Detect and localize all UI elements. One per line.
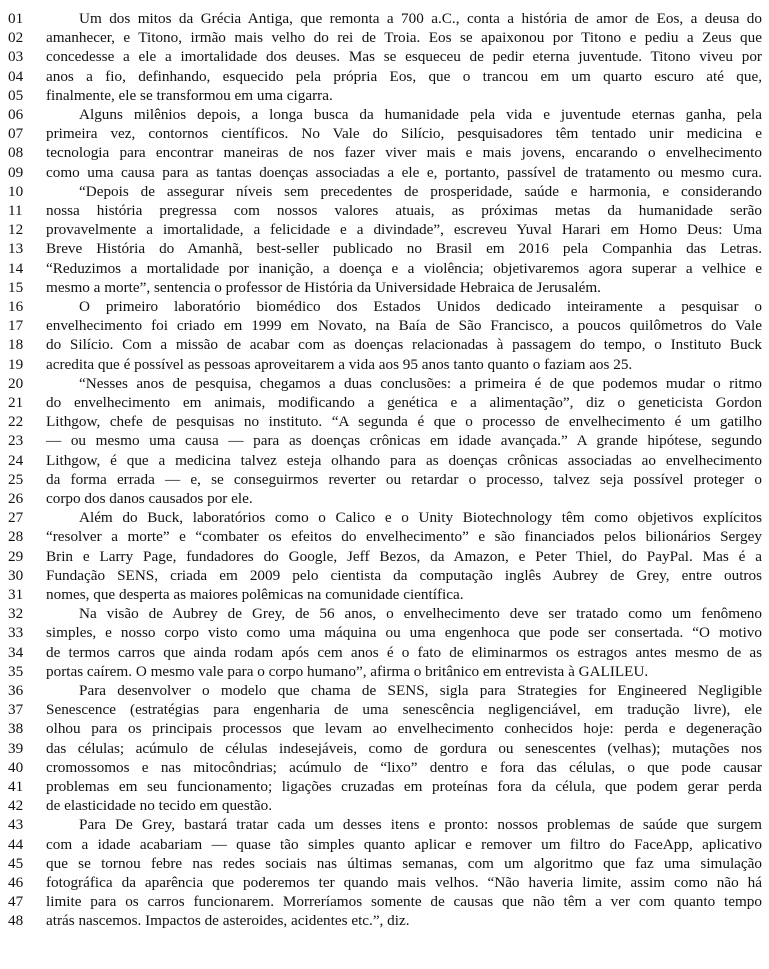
text-line <box>0 278 769 297</box>
text-line <box>0 86 769 105</box>
line-text: — ou mesmo uma causa — para as doenças crônicas em idade avançada.” A grande hipótese, segundo <box>46 432 762 450</box>
text-line <box>0 393 769 412</box>
text-line <box>0 67 769 86</box>
line-number: 17 <box>8 317 24 335</box>
text-line <box>0 758 769 777</box>
line-text: das células; acúmulo de células indesejáveis, como de gordura ou senescentes (velhas); mutações nos <box>46 739 762 757</box>
line-number: 14 <box>8 259 24 277</box>
line-text: Lithgow, chefe de pesquisas no instituto. “A segunda é que o processo de envelhecimento é um gatilho <box>46 413 762 431</box>
line-text: Breve História do Amanhã, best-seller publicado no Brasil em 2016 pela Companhia das Letras. <box>46 240 762 258</box>
line-number: 30 <box>8 566 24 584</box>
text-line <box>0 489 769 508</box>
line-text: como uma causa para as tantas doenças associadas a ele e, portanto, passível de tratamento ou mesmo cura. <box>46 163 762 181</box>
line-text: problemas em seu funcionamento; ligações cruzadas em proteínas fora da célula, que podem gerar perda <box>46 778 762 795</box>
line-number: 23 <box>8 432 24 450</box>
text-line <box>0 585 769 604</box>
text-line <box>0 239 769 258</box>
line-text: de elasticidade no tecido em questão. <box>46 797 273 815</box>
line-text: finalmente, ele se transformou em uma cigarra. <box>46 86 333 104</box>
text-line <box>0 662 769 681</box>
text-line <box>0 700 769 719</box>
text-line <box>0 297 769 316</box>
text-line <box>0 796 769 815</box>
line-text: “Nesses anos de pesquisa, chegamos a duas conclusões: a primeira é de que podemos mudar o ritmo <box>79 374 762 392</box>
text-line <box>0 739 769 758</box>
line-text: acredita que é possível as pessoas aproveitarem a vida aos 95 anos tanto quanto o faziam aos 25. <box>46 355 633 373</box>
line-text: O primeiro laboratório biomédico dos Estados Unidos dedicado inteiramente a pesquisar o <box>79 298 762 315</box>
text-line <box>0 623 769 642</box>
line-number: 24 <box>8 451 24 469</box>
line-text: Brin e Larry Page, fundadores do Google, Jeff Bezos, da Amazon, e Peter Thiel, do PayPal. Mas é a <box>46 547 762 565</box>
line-text: Um dos mitos da Grécia Antiga, que remonta a 700 a.C., conta a história de amor de Eos, a deusa do <box>79 10 762 27</box>
line-number: 10 <box>8 182 24 200</box>
text-line <box>0 220 769 239</box>
line-number: 42 <box>8 797 24 815</box>
text-line <box>0 911 769 930</box>
text-line <box>0 163 769 182</box>
text-line <box>0 527 769 546</box>
text-line <box>0 508 769 527</box>
text-line <box>0 355 769 374</box>
line-text: Senescence (estratégias para engenharia de uma senescência negligenciável, em tradução livre), ele <box>46 701 762 719</box>
line-text: do Silício. Com a missão de acabar com as doenças relacionadas à passagem do tempo, o Instituto Buck <box>46 336 762 354</box>
text-line <box>0 835 769 854</box>
line-text: nomes, que desperta as maiores polêmicas na comunidade científica. <box>46 586 464 603</box>
text-line <box>0 28 769 47</box>
line-text: corpo dos danos causados por ele. <box>46 490 253 507</box>
text-line <box>0 681 769 700</box>
text-line <box>0 854 769 873</box>
text-line <box>0 566 769 585</box>
text-line <box>0 124 769 143</box>
line-number: 34 <box>8 643 24 661</box>
line-number: 19 <box>8 355 24 373</box>
line-text: Na visão de Aubrey de Grey, de 56 anos, o envelhecimento deve ser tratado como um fenômeno <box>79 605 762 623</box>
line-number: 25 <box>8 470 24 488</box>
line-number: 47 <box>8 893 24 911</box>
line-number: 36 <box>8 682 24 699</box>
line-text: “Reduzimos a mortalidade por inanição, a doença e a violência; objetivaremos agora superar a velhice e <box>46 259 762 277</box>
line-number: 46 <box>8 874 24 891</box>
line-text: mesmo a morte”, sentencia o professor de História da Universidade Hebraica de Jerusalém. <box>46 278 601 296</box>
text-line <box>0 182 769 201</box>
line-number: 33 <box>8 624 24 642</box>
line-text: olhou para os principais processos que levam ao envelhecimento conhecidos hoje: perda e degeneração <box>46 720 762 738</box>
line-text: amanhecer, e Titono, irmão mais velho do rei de Troia. Eos se apaixonou por Titono e pediu a Zeus que <box>46 29 762 47</box>
line-number: 09 <box>8 163 24 181</box>
text-line <box>0 316 769 335</box>
line-text: portas caírem. O mesmo vale para o corpo humano”, afirma o britânico em entrevista à GALILEU. <box>46 662 649 680</box>
text-line <box>0 451 769 470</box>
text-line <box>0 105 769 124</box>
line-text: primeira vez, contornos científicos. No Vale do Silício, pesquisadores têm tentado unir medicina e <box>46 125 762 143</box>
line-text: envelhecimento foi criado em 1999 em Novato, na Baía de São Francisco, a poucos quilômetros do Vale <box>46 317 762 335</box>
text-line <box>0 815 769 834</box>
line-number: 26 <box>8 490 24 507</box>
line-number: 03 <box>8 48 24 66</box>
text-line <box>0 412 769 431</box>
line-text: Além do Buck, laboratórios como o Calico e o Unity Biotechnology têm como objetivos explícitos <box>79 509 762 527</box>
text-line <box>0 431 769 450</box>
line-text: com a idade acabariam — quase tão simples quanto aplicar e remover um filtro do FaceApp, aplicativo <box>46 835 762 853</box>
line-text: tecnologia para encontrar maneiras de nos fazer viver mais e mais jovens, encarando o envelhecimento <box>46 144 762 162</box>
text-line <box>0 643 769 662</box>
line-number: 12 <box>8 221 24 239</box>
line-text: limite para os carros funcionarem. Morreríamos somente de causas que não têm a ver com quanto tempo <box>46 893 762 911</box>
text-line <box>0 9 769 28</box>
text-line <box>0 335 769 354</box>
line-text: Lithgow, é que a medicina talvez esteja olhando para as doenças crônicas associadas ao envelhecimento <box>46 451 762 469</box>
line-number: 43 <box>8 816 24 834</box>
line-number: 35 <box>8 662 24 680</box>
line-number: 16 <box>8 298 24 315</box>
line-number: 44 <box>8 835 24 853</box>
line-text: “Depois de assegurar níveis sem precedentes de prosperidade, saúde e harmonia, e considerando <box>79 182 762 200</box>
line-text: Alguns milênios depois, a longa busca da humanidade pela vida e juventude eternas ganha, pela <box>79 106 762 123</box>
line-number: 37 <box>8 701 24 719</box>
line-text: cromossomos e nas mitocôndrias; acúmulo de “lixo” dentro e fora das células, o que pode causar <box>46 758 762 776</box>
line-number: 05 <box>8 86 24 104</box>
line-number: 27 <box>8 509 24 527</box>
line-number: 18 <box>8 336 24 354</box>
line-number: 32 <box>8 605 24 623</box>
text-line <box>0 259 769 278</box>
text-line <box>0 547 769 566</box>
line-text: do envelhecimento em animais, modificando a genética e a alimentação”, diz o geneticista Gordon <box>46 394 762 411</box>
line-number: 29 <box>8 547 24 565</box>
text-line <box>0 604 769 623</box>
line-text: provavelmente a imortalidade, a felicidade e a divindade”, escreveu Yuval Harari em Homo Deus: Uma <box>46 221 762 239</box>
line-text: de termos carros que ainda rodam após cem anos é o fato de eliminarmos os estragos antes mesmo de as <box>46 643 762 661</box>
line-number: 20 <box>8 374 24 392</box>
text-line <box>0 143 769 162</box>
line-text: Fundação SENS, criada em 2009 pelo cientista da computação inglês Aubrey de Grey, entre outros <box>46 566 762 584</box>
line-text: atrás nascemos. Impactos de asteroides, acidentes etc.”, diz. <box>46 912 410 930</box>
line-number: 04 <box>8 67 24 85</box>
line-number: 41 <box>8 778 24 795</box>
text-line <box>0 873 769 892</box>
line-text: anos a fio, definhando, esquecido pela própria Eos, que o trancou em um quarto escuro até que, <box>46 67 762 85</box>
line-number: 13 <box>8 240 24 258</box>
text-line <box>0 47 769 66</box>
line-text: Para desenvolver o modelo que chama de SENS, sigla para Strategies for Engineered Negligible <box>79 682 762 699</box>
line-number: 39 <box>8 739 24 757</box>
line-number: 45 <box>8 854 24 872</box>
line-text: Para De Grey, bastará tratar cada um desses itens e pronto: nossos problemas de saúde que surgem <box>79 816 762 834</box>
line-text: da forma errada — e, se conseguirmos reverter ou retardar o processo, talvez seja possível proteger o <box>46 470 762 488</box>
text-line <box>0 892 769 911</box>
line-number: 15 <box>8 278 24 296</box>
line-number: 11 <box>8 202 23 219</box>
text-line <box>0 374 769 393</box>
line-number: 22 <box>8 413 24 431</box>
text-line <box>0 470 769 489</box>
text-line <box>0 201 769 220</box>
line-text: concedesse a ele a imortalidade dos deuses. Mas se esqueceu de pedir eterna juventude. Titono viveu por <box>46 48 762 66</box>
line-number: 07 <box>8 125 24 143</box>
line-text: simples, e nosso corpo visto como uma máquina ou uma engenhoca que pode ser consertada. “O motivo <box>46 624 762 642</box>
line-number: 02 <box>8 29 24 47</box>
text-line <box>0 777 769 796</box>
line-text: nossa história pregressa com nossos valores atuais, as próximas metas da humanidade serão <box>46 202 762 219</box>
line-number: 06 <box>8 106 24 123</box>
text-line <box>0 719 769 738</box>
line-number: 38 <box>8 720 24 738</box>
line-text: que se tornou febre nas redes sociais nas últimas semanas, com um algoritmo que faz uma simulação <box>46 854 762 872</box>
line-number: 08 <box>8 144 24 162</box>
line-text: “resolver a morte” e “combater os efeitos do envelhecimento” e são financiados pelos bilionários Sergey <box>46 528 762 546</box>
line-number: 01 <box>8 10 24 27</box>
line-number: 48 <box>8 912 24 930</box>
line-number: 31 <box>8 586 24 603</box>
line-number: 40 <box>8 758 24 776</box>
line-number: 21 <box>8 394 24 411</box>
line-text: fotográfica da aparência que poderemos ter quando mais velhos. “Não haveria limite, assim como não há <box>46 874 762 891</box>
line-number: 28 <box>8 528 24 546</box>
